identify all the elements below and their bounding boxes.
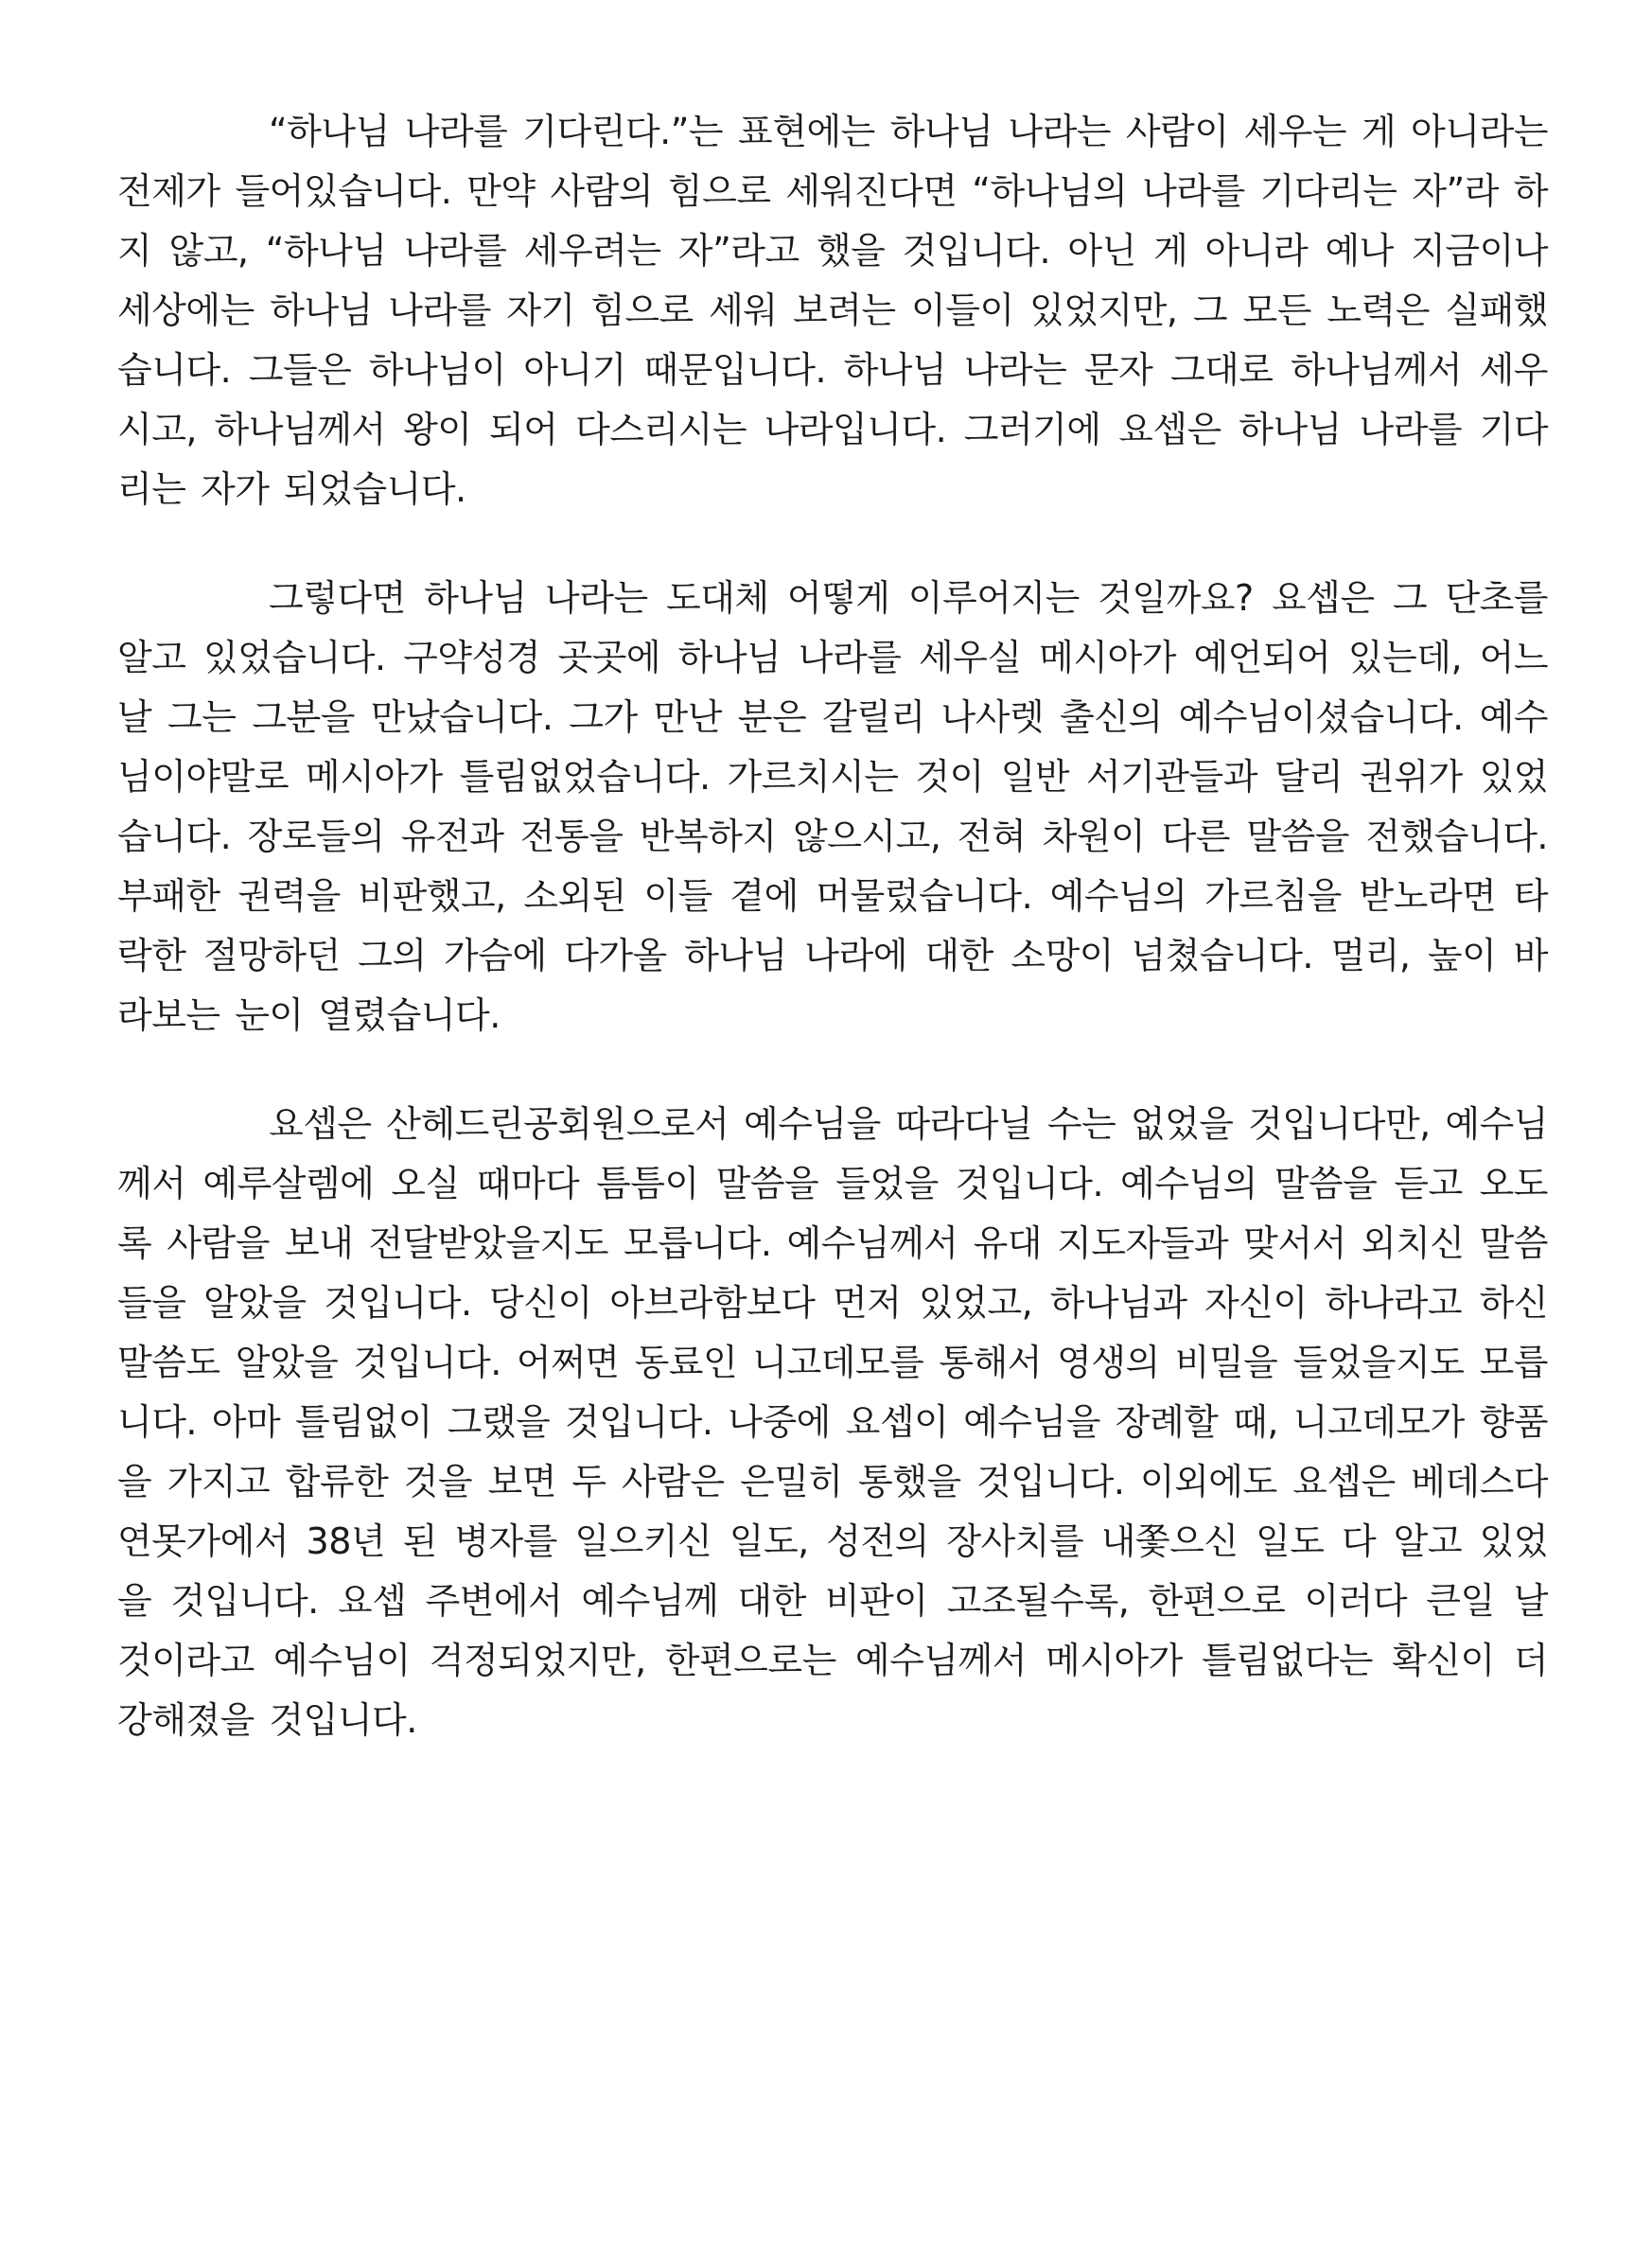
paragraph-joseph-sanhedrin: 요셉은 산헤드린공회원으로서 예수님을 따라다닐 수는 없었을 것입니다만, 예수님께서 예루살렘에 오실 때마다 틈틈이 말씀을 들었을 것입니다. 예수님의 말씀을 듣고 오도록 사람을 보내 전달받았을지도 모릅니다. 예수님께서 유대 지도자들과 맞서서 외치신 말씀들을 알았을 것입니다. 당신이 아브라함보다 먼저 있었고, 하나님과 자신이 하나라고 하신 말씀도 알았을 것입니다. 어쩌면 동료인 니고데모를 통해서 영생의 비밀을 들었을지도 모릅니다. 아마 틀림없이 그랬을 것입니다. 나중에 요셉이 예수님을 장례할 때, 니고데모가 향품을 가지고 합류한 것을 보면 두 사람은 은밀히 통했을 것입니다. 이외에도 요셉은 베데스다 연못가에서 38년 된 병자를 일으키신 일도, 성전의 장사치를 내쫓으신 일도 다 알고 있었을 것입니다. 요셉 주변에서 예수님께 대한 비판이 고조될수록, 한편으로 이러다 큰일 날 것이라고 예수님이 걱정되었지만, 한편으로는 예수님께서 메시아가 틀림없다는 확신이 더 강해졌을 것입니다. [117,1103,1548,1741]
paragraph-kingdom-of-god: “하나님 나라를 기다린다.”는 표현에는 하나님 나라는 사람이 세우는 게 아니라는 전제가 들어있습니다. 만약 사람의 힘으로 세워진다면 “하나님의 나라를 기다리는 자”라 하지 않고, “하나님 나라를 세우려는 자”라고 했을 것입니다. 아닌 게 아니라 예나 지금이나 세상에는 하나님 나라를 자기 힘으로 세워 보려는 이들이 있었지만, 그 모든 노력은 실패했습니다. 그들은 하나님이 아니기 때문입니다. 하나님 나라는 문자 그대로 하나님께서 세우시고, 하나님께서 왕이 되어 다스리시는 나라입니다. 그러기에 요셉은 하나님 나라를 기다리는 자가 되었습니다. [117,111,1548,510]
paragraph-meeting-jesus: 그렇다면 하나님 나라는 도대체 어떻게 이루어지는 것일까요? 요셉은 그 단초를 알고 있었습니다. 구약성경 곳곳에 하나님 나라를 세우실 메시아가 예언되어 있는데, 어느 날 그는 그분을 만났습니다. 그가 만난 분은 갈릴리 나사렛 출신의 예수님이셨습니다. 예수님이야말로 메시아가 틀림없었습니다. 가르치시는 것이 일반 서기관들과 달리 권위가 있었습니다. 장로들의 유전과 전통을 반복하지 않으시고, 전혀 차원이 다른 말씀을 전했습니다. 부패한 권력을 비판했고, 소외된 이들 곁에 머물렀습니다. 예수님의 가르침을 받노라면 타락한 절망하던 그의 가슴에 다가올 하나님 나라에 대한 소망이 넘쳤습니다. 멀리, 높이 바라보는 눈이 열렸습니다. [117,577,1548,1036]
